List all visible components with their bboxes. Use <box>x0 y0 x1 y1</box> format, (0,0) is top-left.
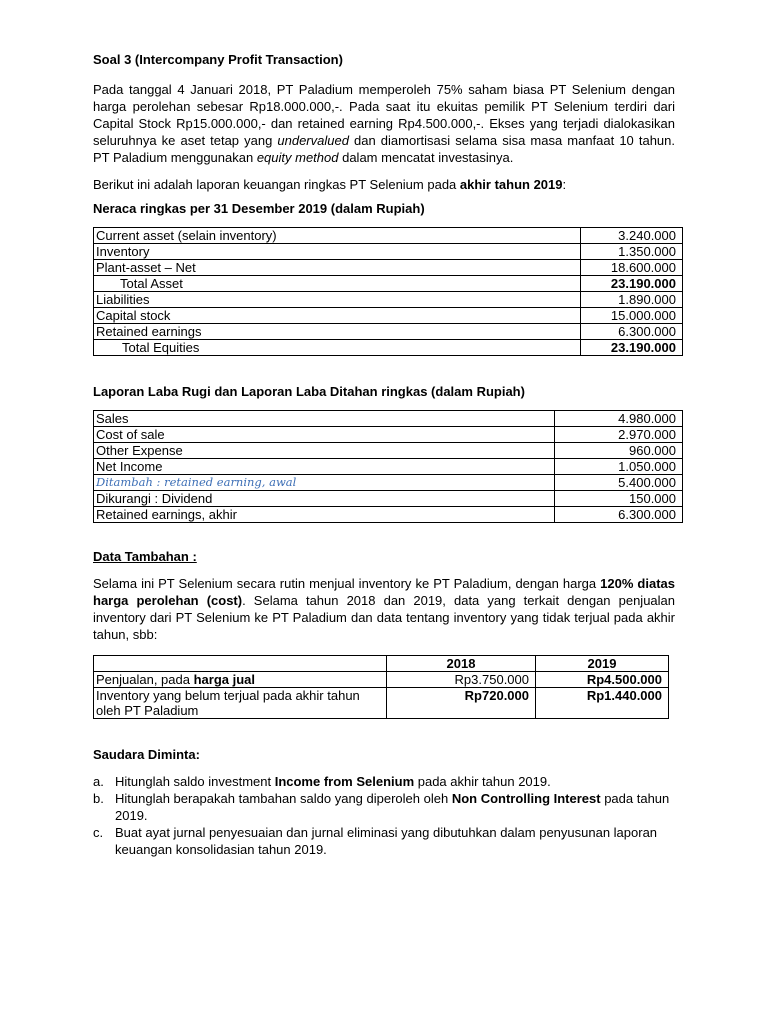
table-row: Current asset (selain inventory) 3.240.000 <box>94 228 683 244</box>
balance-sheet-table <box>93 227 683 356</box>
additional-paragraph: Selama ini PT Selenium secara rutin menjual inventory ke PT Paladium, dengan harga 120% diatas harga perolehan (cost). Selama tahun 2018 dan 2019, data yang terkait dengan penjualan inventory dari PT Selenium ke PT Paladium dan data tentang inventory yang tidak terjual pada akhir tahun, sbb: <box>93 576 675 642</box>
table-row: Other Expense 960.000 <box>94 443 683 459</box>
table-row: Dikurangi : Dividend 150.000 <box>94 491 683 507</box>
table-row: Inventory yang belum terjual pada akhir tahun oleh PT Paladium Rp720.000 Rp1.440.000 <box>94 688 669 719</box>
table-row: Inventory 1.350.000 <box>94 244 683 260</box>
table-row: Plant-asset – Net 18.600.000 <box>94 260 683 276</box>
table-row: Retained earnings 6.300.000 <box>94 324 683 340</box>
undervalued-term: undervalued <box>277 133 349 148</box>
total-asset-row: Total Asset 23.190.000 <box>94 276 683 292</box>
list-item: a. Hitunglah saldo investment Income from Selenium pada akhir tahun 2019. <box>93 774 551 789</box>
intercompany-table <box>93 655 669 719</box>
statement-intro: Berikut ini adalah laporan keuangan ringkas PT Selenium pada akhir tahun 2019: <box>93 177 567 192</box>
table-row: Penjualan, pada harga jual Rp3.750.000 Rp4.500.000 <box>94 672 669 688</box>
table-row: Net Income 1.050.000 <box>94 459 683 475</box>
balance-sheet-heading: Neraca ringkas per 31 Desember 2019 (dalam Rupiah) <box>93 201 425 216</box>
tasks-heading: Saudara Diminta: <box>93 747 200 762</box>
intro-paragraph: Pada tanggal 4 Januari 2018, PT Paladium memperoleh 75% saham biasa PT Selenium dengan harga perolehan sebesar Rp18.000.000,-. Pada saat itu ekuitas pemilik PT Selenium terdiri dari Capital Stock Rp15.000.000,- dan retained earning Rp4.500.000,-. Ekses yang terjadi dialokasikan seluruhnya ke aset tetap yang undervalued dan diamortisasi selama sisa masa manfaat 10 tahun. PT Paladium menggunakan equity method dalam mencatat investasinya. <box>93 82 675 165</box>
table-row: Ditambah : retained earning, awal 5.400.000 <box>94 475 683 491</box>
list-item: c. Buat ayat jurnal penyesuaian dan jurnal eliminasi yang dibutuhkan dalam penyusunan laporan keuangan konsolidasian tahun 2019. <box>93 825 658 857</box>
table-row: Sales 4.980.000 <box>94 411 683 427</box>
table-row: Cost of sale 2.970.000 <box>94 427 683 443</box>
additional-data-heading: Data Tambahan : <box>93 549 197 564</box>
income-statement-table <box>93 410 683 523</box>
table-row: Liabilities 1.890.000 <box>94 292 683 308</box>
equity-method-term: equity method <box>256 150 339 165</box>
list-item: b. Hitunglah berapakah tambahan saldo yang diperoleh oleh Non Controlling Interest pada tahun 2019. <box>93 791 670 823</box>
table-row: Retained earnings, akhir 6.300.000 <box>94 507 683 523</box>
table-row: Capital stock 15.000.000 <box>94 308 683 324</box>
income-statement-heading: Laporan Laba Rugi dan Laporan Laba Ditahan ringkas (dalam Rupiah) <box>93 384 525 399</box>
page-title: Soal 3 (Intercompany Profit Transaction) <box>93 52 343 67</box>
total-equities-row: Total Equities 23.190.000 <box>94 340 683 356</box>
document-page <box>93 52 675 858</box>
table-header-row: 2018 2019 <box>94 656 669 672</box>
tasks-list <box>93 773 675 858</box>
